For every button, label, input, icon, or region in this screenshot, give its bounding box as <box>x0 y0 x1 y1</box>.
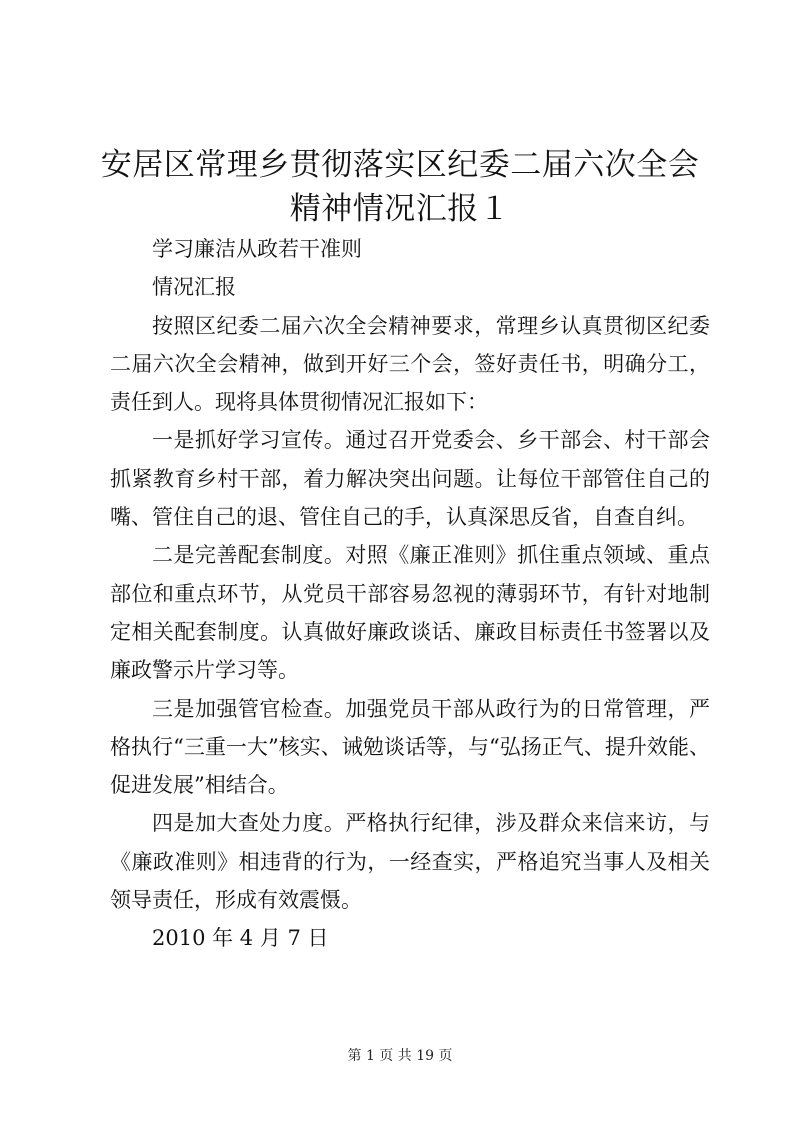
paragraph-point-1: 一是抓好学习宣传。通过召开党委会、乡干部会、村干部会抓紧教育乡村干部，着力解决突出问题。让每位干部管住自己的嘴、管住自己的退、管住自己的手，认真深思反省，自查自纠。 <box>110 428 710 530</box>
paragraph-heading: 情况汇报 <box>152 275 236 300</box>
page-footer: 第 1 页 共 19 页 <box>347 1048 453 1064</box>
paragraph-date: 2010 年 4 月 7 日 <box>152 926 329 951</box>
paragraph-point-4: 四是加大查处力度。严格执行纪律，涉及群众来信来访，与《廉政准则》相违背的行为，一经查实，严格追究当事人及相关领导责任，形成有效震慑。 <box>110 811 710 913</box>
paragraph-point-3: 三是加强管官检查。加强党员干部从政行为的日常管理，严格执行“三重一大”核实、诫勉谈话等，与“弘扬正气、提升效能、促进发展”相结合。 <box>110 696 710 798</box>
document-title: 安居区常理乡贯彻落实区纪委二届六次全会精神情况汇报１ <box>100 147 700 227</box>
document-body <box>110 230 710 958</box>
paragraph-subject: 学习廉洁从政若干准则 <box>152 237 362 261</box>
paragraph-point-2: 二是完善配套制度。对照《廉正准则》抓住重点领域、重点部位和重点环节，从党员干部容易忽视的薄弱环节，有针对地制定相关配套制度。认真做好廉政谈话、廉政目标责任书签署以及廉政警示片学习等。 <box>110 543 710 683</box>
paragraph-intro: 按照区纪委二届六次全会精神要求，常理乡认真贯彻区纪委二届六次全会精神，做到开好三个会，签好责任书，明确分工，责任到人。现将具体贯彻情况汇报如下： <box>110 313 710 415</box>
